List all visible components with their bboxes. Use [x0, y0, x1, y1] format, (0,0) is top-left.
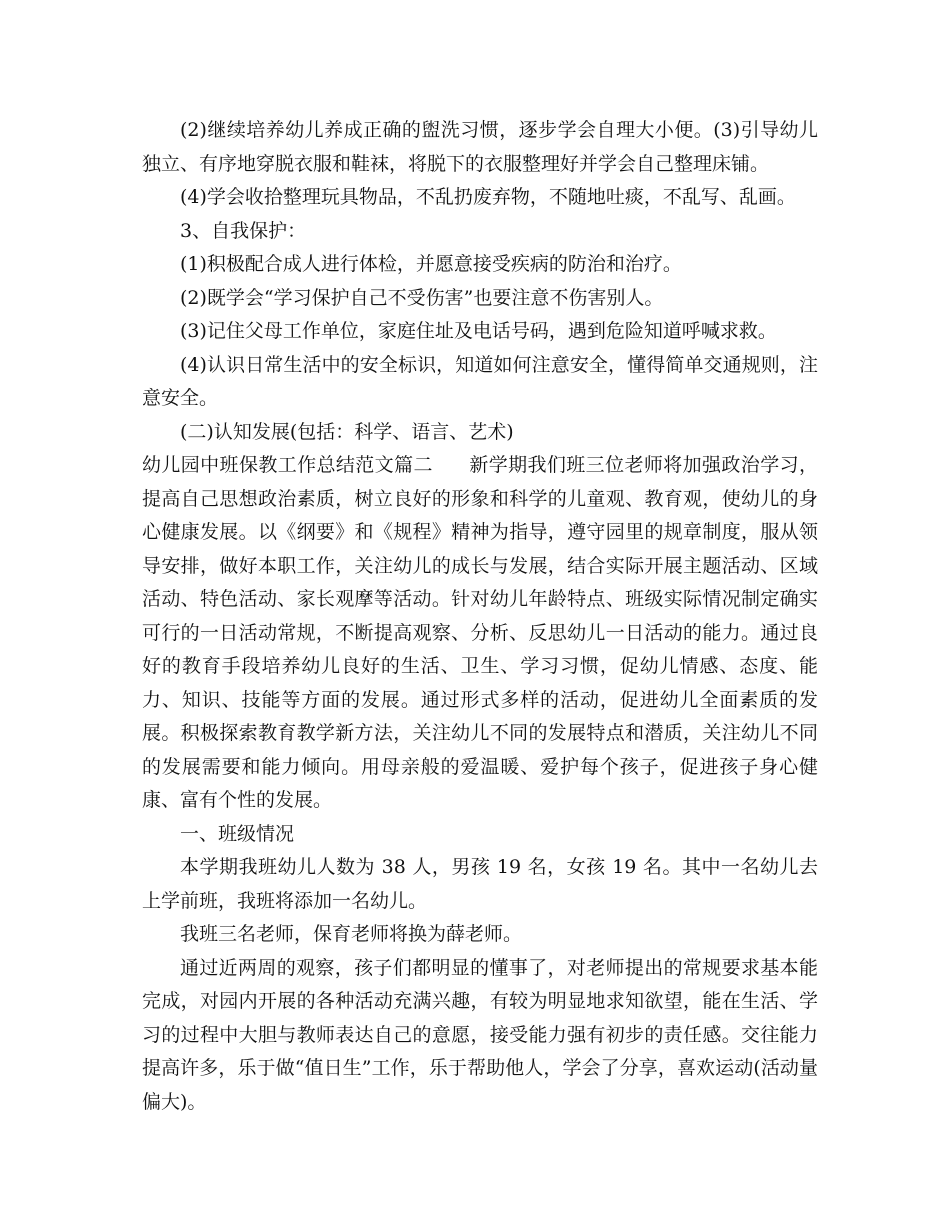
article-two-body: 新学期我们班三位老师将加强政治学习，提高自己思想政治素质，树立良好的形象和科学的儿童观、教育观，使幼儿的身心健康发展。以《纲要》和《规程》精神为指导，遵守园里的规章制度，服从领导安排，做好本职工作，关注幼儿的成长与发展，结合实际开展主题活动、区域活动、特色活动、家长观摩等活动。针对幼儿年龄特点、班级实际情况制定确实可行的一日活动常规，不断提高观察、分析、反思幼儿一日活动的能力。通过良好的教育手段培养幼儿良好的生活、卫生、学习习惯，促幼儿情感、态度、能力、知识、技能等方面的发展。通过形式多样的活动，促进幼儿全面素质的发展。积极探索教育教学新方法，关注幼儿不同的发展特点和潜质，关注幼儿不同的发展需要和能力倾向。用母亲般的爱温暖、爱护每个孩子，促进孩子身心健康、富有个性的发展。	[142, 454, 818, 811]
paragraph-health-check: (1)积极配合成人进行体检，并愿意接受疾病的防治和治疗。	[180, 253, 682, 275]
paragraph-hygiene-habits: (2)继续培养幼儿养成正确的盥洗习惯，逐步学会自理大小便。(3)引导幼儿独立、有序地穿脱衣服和鞋袜，将脱下的衣服整理好并学会自己整理床铺。	[142, 119, 818, 175]
section-heading-cognitive-development: (二)认知发展(包括：科学、语言、艺术)	[180, 420, 514, 443]
section-heading-self-protection: 3、自我保护：	[180, 219, 307, 242]
paragraph-observation: 通过近两周的观察，孩子们都明显的懂事了，对老师提出的常规要求基本能完成，对园内开展的各种活动充满兴趣，有较为明显地求知欲望，能在生活、学习的过程中大胆与教师表达自己的意愿，接受能力强有初步的责任感。交往能力提高许多，乐于做“值日生”工作，乐于帮助他人，学会了分享，喜欢运动(活动量偏大)。	[142, 956, 818, 1113]
paragraph-teachers: 我班三名老师，保育老师将换为薛老师。	[180, 923, 523, 945]
paragraph-class-size: 本学期我班幼儿人数为 38 人，男孩 19 名，女孩 19 名。其中一名幼儿去上学前班，我班将添加一名幼儿。	[142, 856, 818, 912]
section-heading-class-situation: 一、班级情况	[180, 822, 295, 845]
paragraph-article-two	[142, 449, 818, 818]
article-title: 幼儿园中班保教工作总结范文篇二	[142, 454, 433, 476]
document-body	[142, 114, 818, 1119]
paragraph-safety-signs: (4)认识日常生活中的安全标识，知道如何注意安全，懂得简单交通规则，注意安全。	[142, 353, 818, 409]
paragraph-protect-self: (2)既学会“学习保护自己不受伤害”也要注意不伤害别人。	[180, 286, 664, 309]
paragraph-tidy-toys: (4)学会收拾整理玩具物品，不乱扔废弃物，不随地吐痰，不乱写、乱画。	[180, 186, 796, 208]
paragraph-remember-address: (3)记住父母工作单位，家庭住址及电话号码，遇到危险知道呼喊求救。	[180, 320, 777, 342]
